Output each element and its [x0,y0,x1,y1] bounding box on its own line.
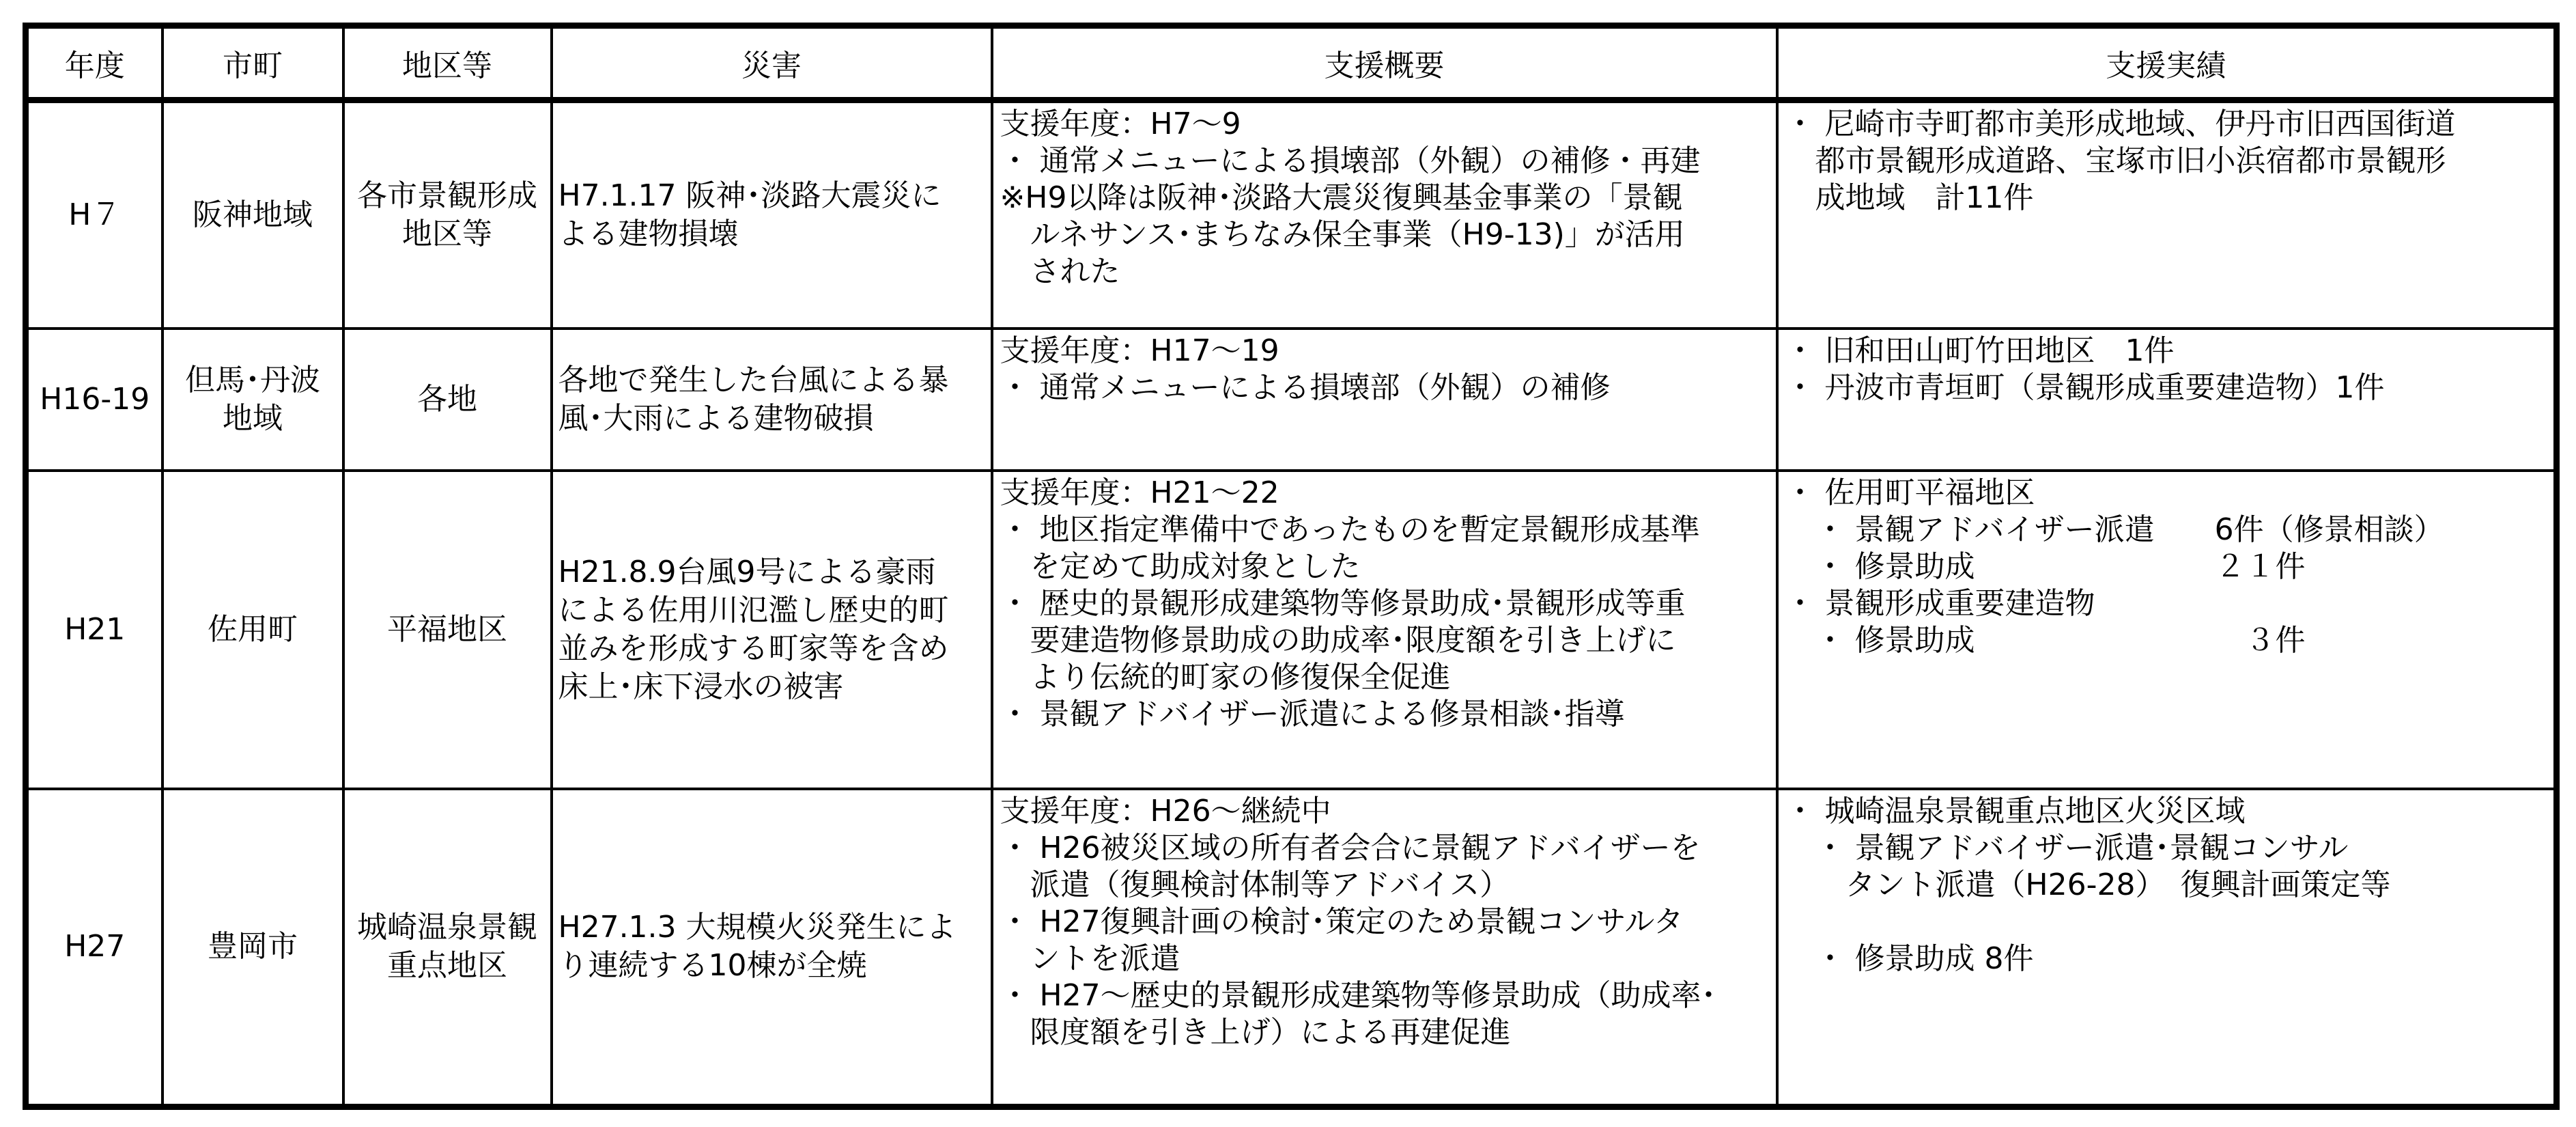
overview-cell: 支援年度：H7～9 ・ 通常メニューによる損壊部（外観）の補修・再建 ※H9以降は阪神･淡路大震災復興基金事業の「景観 ルネサンス･まちなみ保全事業（H9-13)」が活用 された [992,100,1777,329]
results-cell: ・ 尼崎市寺町都市美形成地域、伊丹市旧西国街道 都市景観形成道路、宝塚市旧小浜宿都市景観形 成地域 計11件 [1777,100,2557,329]
header-year: 年度 [26,26,162,100]
table-row-h21 [26,471,2557,789]
table-row-h27 [26,789,2557,1107]
year-cell: H16-19 [26,329,162,471]
disaster-cell: H7.1.17 阪神･淡路大震災に よる建物損壊 [552,100,992,329]
district-cell: 各地 [343,329,552,471]
district-cell: 城崎温泉景観 重点地区 [343,789,552,1107]
results-cell: ・ 城崎温泉景観重点地区火災区域 ・ 景観アドバイザー派遣･景観コンサル タント派遣（H26-28） 復興計画策定等 ・ 修景助成 8件 [1777,789,2557,1107]
disaster-cell: 各地で発生した台風による暴 風･大雨による建物破損 [552,329,992,471]
table-row-h16-19 [26,329,2557,471]
year-cell: H27 [26,789,162,1107]
results-cell: ・ 旧和田山町竹田地区 1件 ・ 丹波市青垣町（景観形成重要建造物）1件 [1777,329,2557,471]
header-support-results: 支援実績 [1777,26,2557,100]
overview-cell: 支援年度：H26～継続中 ・ H26被災区域の所有者会合に景観アドバイザーを 派遣（復興検討体制等アドバイス） ・ H27復興計画の検討･策定のため景観コンサルタ ントを派遣 ・ H27～歴史的景観形成建築物等修景助成（助成率･ 限度額を引き上げ）による再建促進 [992,789,1777,1107]
header-district: 地区等 [343,26,552,100]
header-support-overview: 支援概要 [992,26,1777,100]
overview-cell: 支援年度：H17～19 ・ 通常メニューによる損壊部（外観）の補修 [992,329,1777,471]
city-cell: 豊岡市 [162,789,343,1107]
city-cell: 阪神地域 [162,100,343,329]
year-cell: H21 [26,471,162,789]
year-cell: H７ [26,100,162,329]
overview-cell: 支援年度：H21～22 ・ 地区指定準備中であったものを暫定景観形成基準 を定めて助成対象とした ・ 歴史的景観形成建築物等修景助成･景観形成等重 要建造物修景助成の助成率･限度額を引き上げに より伝統的町家の修復保全促進 ・ 景観アドバイザー派遣による修景相談･指導 [992,471,1777,789]
disaster-cell: H21.8.9台風9号による豪雨 による佐用川氾濫し歴史的町 並みを形成する町家等を含め 床上･床下浸水の被害 [552,471,992,789]
header-disaster: 災害 [552,26,992,100]
city-cell: 但馬･丹波 地域 [162,329,343,471]
table-row-h7 [26,100,2557,329]
disaster-cell: H27.1.3 大規模火災発生によ り連続する10棟が全焼 [552,789,992,1107]
disaster-support-table [23,23,2560,1110]
header-city: 市町 [162,26,343,100]
header-row [26,26,2557,100]
results-cell: ・ 佐用町平福地区 ・ 景観アドバイザー派遣 6件（修景相談） ・ 修景助成 ２１件 ・ 景観形成重要建造物 ・ 修景助成 ３件 [1777,471,2557,789]
district-cell: 平福地区 [343,471,552,789]
city-cell: 佐用町 [162,471,343,789]
district-cell: 各市景観形成 地区等 [343,100,552,329]
